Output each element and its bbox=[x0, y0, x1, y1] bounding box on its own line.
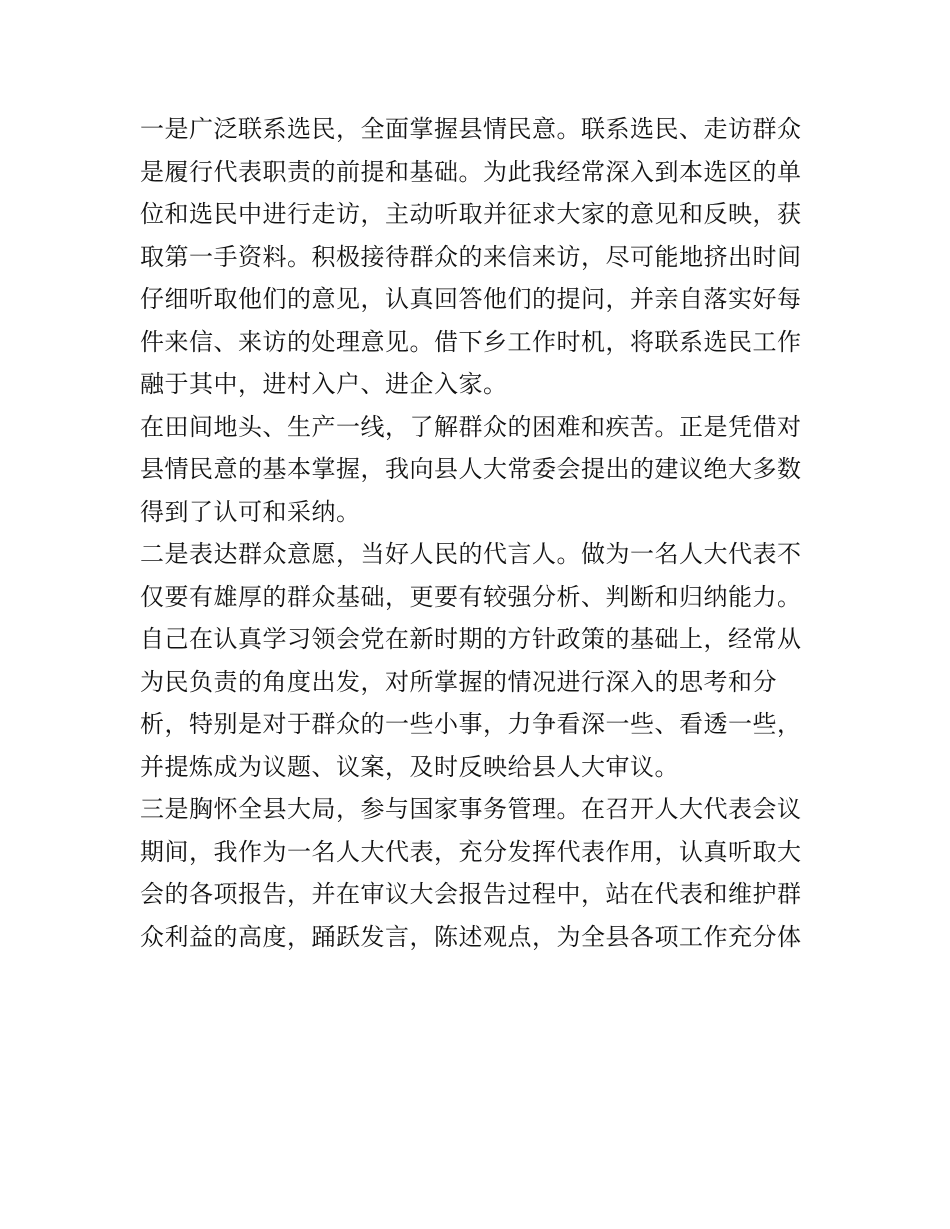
text-line: 是履行代表职责的前提和基础。为此我经常深入到本选区的单 bbox=[140, 157, 802, 186]
text-line: 仅要有雄厚的群众基础，更要有较强分析、判断和归纳能力。 bbox=[140, 582, 802, 611]
text-line: 三是胸怀全县大局，参与国家事务管理。在召开人大代表会议 bbox=[140, 795, 802, 823]
text-line: 县情民意的基本掌握，我向县人大常委会提出的建议绝大多数 bbox=[140, 455, 802, 483]
text-line: 为民负责的角度出发，对所掌握的情况进行深入的思考和分 bbox=[140, 667, 777, 696]
text-line: 融于其中，进村入户、进企入家。 bbox=[140, 370, 508, 398]
text-line: 自己在认真学习领会党在新时期的方针政策的基础上，经常从 bbox=[140, 625, 802, 653]
text-line: 得到了认可和采纳。 bbox=[140, 497, 361, 526]
text-line: 位和选民中进行走访，主动听取并征求大家的意见和反映，获 bbox=[140, 200, 802, 228]
text-line: 期间，我作为一名人大代表，充分发挥代表作用，认真听取大 bbox=[140, 837, 802, 866]
text-line: 会的各项报告，并在审议大会报告过程中，站在代表和维护群 bbox=[140, 880, 802, 908]
text-line: 仔细听取他们的意见，认真回答他们的提问，并亲自落实好每 bbox=[140, 285, 802, 313]
body-text bbox=[140, 108, 820, 958]
text-line: 并提炼成为议题、议案，及时反映给县人大审议。 bbox=[140, 752, 679, 781]
text-line: 众利益的高度，踊跃发言，陈述观点，为全县各项工作充分体 bbox=[140, 922, 802, 951]
text-line: 一是广泛联系选民，全面掌握县情民意。联系选民、走访群众 bbox=[140, 115, 802, 143]
text-line: 件来信、来访的处理意见。借下乡工作时机，将联系选民工作 bbox=[140, 327, 802, 356]
text-line: 在田间地头、生产一线，了解群众的困难和疾苦。正是凭借对 bbox=[140, 412, 802, 441]
text-line: 取第一手资料。积极接待群众的来信来访，尽可能地挤出时间 bbox=[140, 242, 802, 271]
text-line: 析，特别是对于群众的一些小事，力争看深一些、看透一些， bbox=[140, 710, 802, 738]
text-line: 二是表达群众意愿，当好人民的代言人。做为一名人大代表不 bbox=[140, 540, 802, 568]
